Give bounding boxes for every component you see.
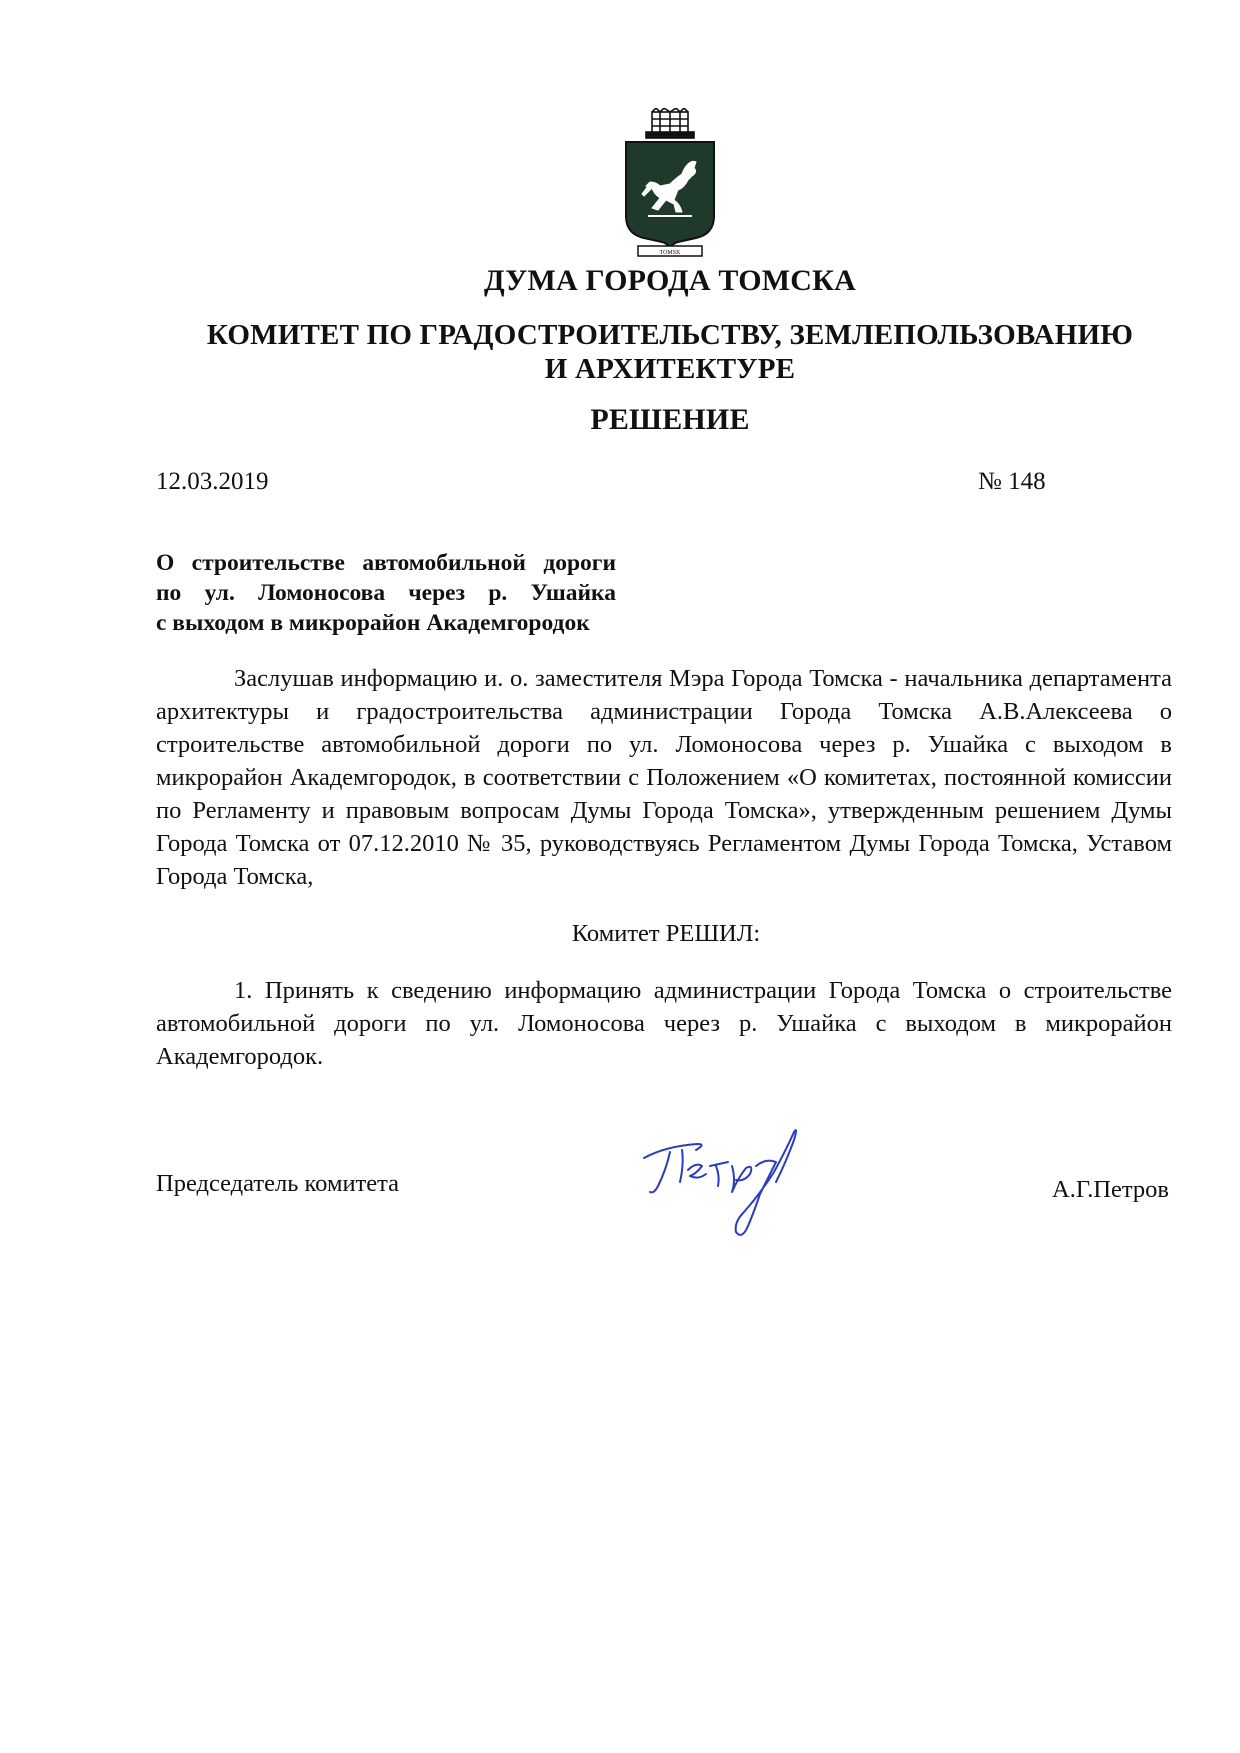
committee-title <box>50 318 1240 386</box>
decision-subject <box>156 548 616 638</box>
city-coat-of-arms <box>618 108 722 260</box>
subject-line: с выходом в микрорайон Академгородок <box>156 610 590 636</box>
subject-line: О строительстве автомобильной дороги <box>156 550 616 576</box>
signatory-name: А.Г.Петров <box>1052 1176 1169 1203</box>
decision-date: 12.03.2019 <box>156 468 269 495</box>
handwritten-signature <box>636 1122 836 1257</box>
duma-title: ДУМА ГОРОДА ТОМСКА <box>484 264 856 297</box>
decision-number: № 148 <box>978 468 1046 495</box>
resolved-heading: Комитет РЕШИЛ: <box>571 920 761 947</box>
committee-title-line2: И АРХИТЕКТУРЕ <box>544 353 796 385</box>
committee-title-line1: КОМИТЕТ ПО ГРАДОСТРОИТЕЛЬСТВУ, ЗЕМЛЕПОЛЬЗОВАНИЮ <box>206 319 1134 351</box>
signatory-title: Председатель комитета <box>156 1170 400 1197</box>
resolution-item-1: 1. Принять к сведению информацию администрации Города Томска о строительстве автомобильной дороги по ул. Ломоносова через р. Ушайка с выходом в микрорайон Академгородок. <box>156 977 1172 1070</box>
crown-icon <box>646 108 694 138</box>
emblem-motto: TOMSK <box>659 250 681 256</box>
subject-line: по ул. Ломоносова через р. Ушайка <box>156 580 616 606</box>
decision-title: РЕШЕНИЕ <box>590 403 750 436</box>
preamble-paragraph: Заслушав информацию и. о. заместителя Мэра Города Томска - начальника департамента архитектуры и градостроительства администрации Города Томска А.В.Алексеева о строительстве автомобильной дороги по ул. Ломоносова через р. Ушайка с выходом в микрорайон Академгородок, в соответствии с Положением «О комитетах, постоянной комиссии по Регламенту и правовым вопросам Думы Города Томска», утвержденным решением Думы Города Томска от 07.12.2010 № 35, руководствуясь Регламентом Думы Города Томска, Уставом Города Томска, <box>156 665 1172 890</box>
